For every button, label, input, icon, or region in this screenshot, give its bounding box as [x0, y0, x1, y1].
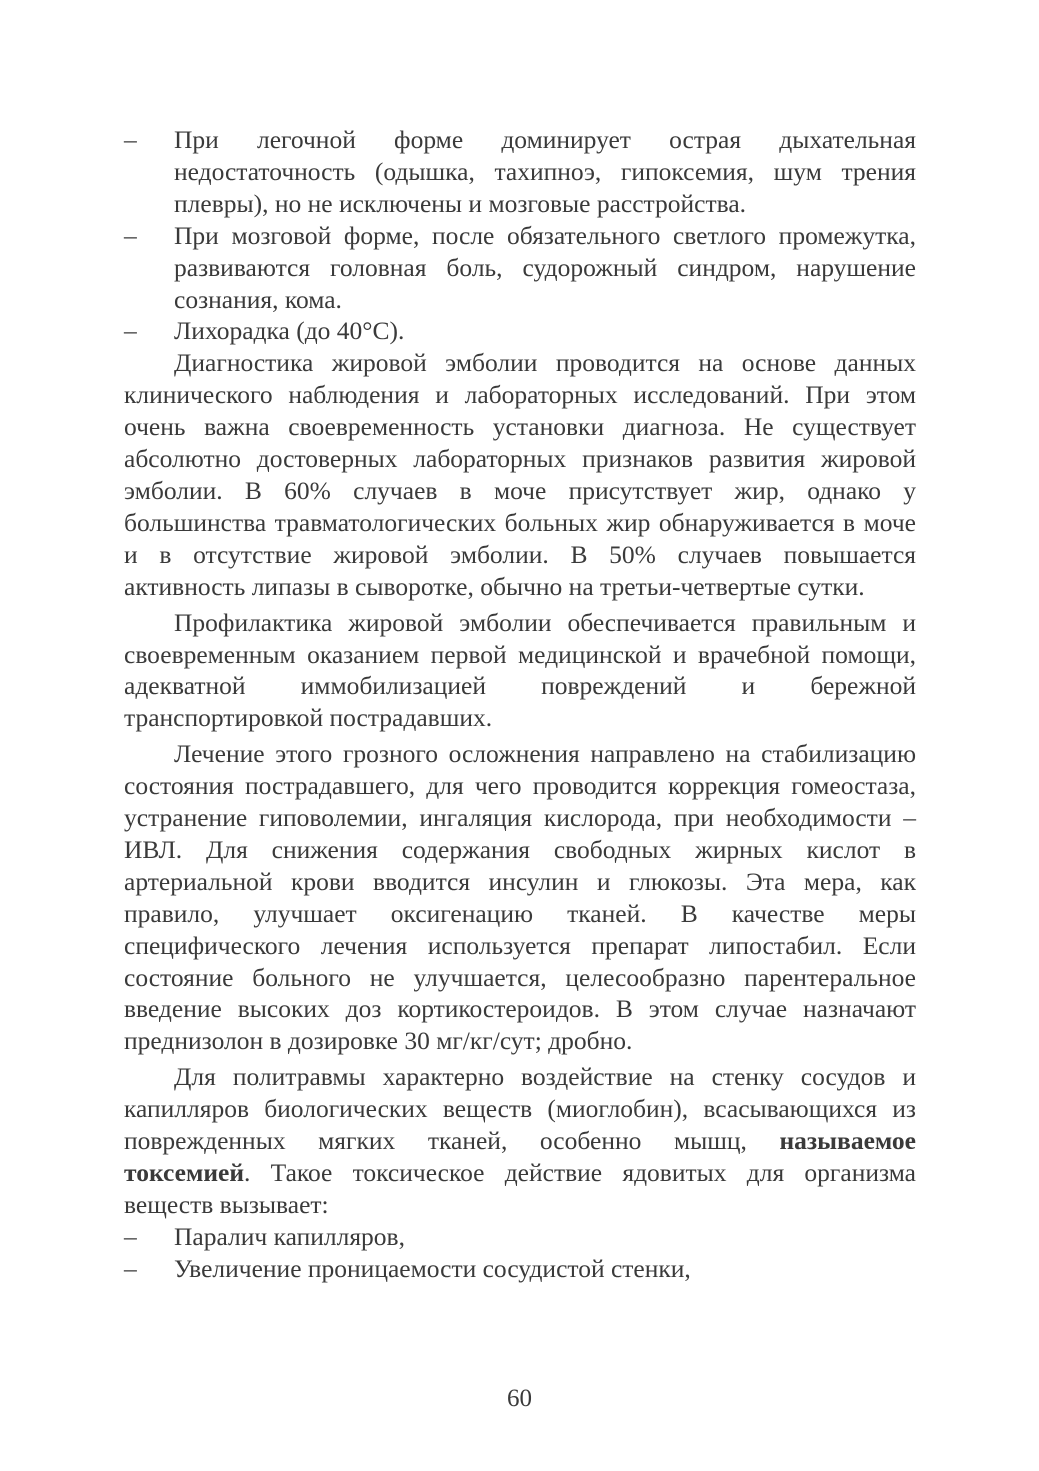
list-item	[124, 220, 916, 316]
list-item-text: Увеличение проницаемости сосудистой стенки,	[174, 1253, 691, 1283]
page-body	[124, 124, 916, 1285]
paragraph-toxemia	[124, 1061, 916, 1221]
list-item-text: Лихорадка (до 40°С).	[174, 316, 405, 346]
paragraph-treatment: Лечение этого грозного осложнения направлено на стабилизацию состояния пострадавшего, для чего проводится коррекция гомеостаза, устранение гиповолемии, ингаляция кислорода, при необходимости – ИВЛ. Для снижения содержания свободных жирных кислот в артериальной крови вводится инсулин и глюкозы. Эта мера, как правило, улучшает оксигенацию тканей. В качестве меры специфического лечения используется препарат липостабил. Если состояние больного не улучшается, целесообразно парентеральное введение высоких доз кортикостероидов. В этом случае назначают преднизолон в дозировке 30 мг/кг/сут; дробно.	[124, 739, 916, 1056]
list-item	[124, 124, 916, 220]
toxemia-text-end: . Такое токсическое действие ядовитых для организма веществ вызывает:	[124, 1158, 916, 1219]
dash-marker: –	[124, 316, 137, 346]
list-item	[124, 315, 916, 347]
dash-marker: –	[124, 125, 137, 154]
dash-marker: –	[124, 1253, 137, 1283]
dash-marker: –	[124, 220, 137, 250]
list-item-text: Паралич капилляров,	[174, 1221, 405, 1251]
paragraph-prevention: Профилактика жировой эмболии обеспечивается правильным и своевременным оказанием первой медицинской и врачебной помощи, адекватной иммобилизацией повреждений и бережной транспортировкой пострадавших.	[124, 607, 916, 733]
dash-marker: –	[124, 1221, 137, 1251]
page-number: 60	[507, 1385, 532, 1412]
list-item	[124, 1253, 916, 1285]
paragraph-diagnostics: Диагностика жировой эмболии проводится на основе данных клинического наблюдения и лабораторных исследований. При этом очень важна своевременность установки диагноза. Не существует абсолютно достоверных лабораторных признаков развития жировой эмболии. В 60% случаев в моче присутствует жир, однако у большинства травматологических больных жир обнаруживается в моче и в отсутствие жировой эмболии. В 50% случаев повышается активность липазы в сыворотке, обычно на третьи-четвертые сутки.	[124, 348, 916, 601]
list-item-text: При мозговой форме, после обязательного светлого промежутка, развиваются головная боль, судорожный синдром, нарушение сознания, кома.	[174, 220, 916, 314]
toxemia-text-start: Для политравмы характерно воздействие на стенку сосудов и капилляров биологических веществ (миоглобин), всасывающихся из поврежденных мягких тканей, особенно мышц,	[124, 1062, 916, 1156]
list-item-text: При легочной форме доминирует острая дыхательная недостаточность (одышка, тахипноэ, гипоксемия, шум трения плевры), но не исключены и мозговые расстройства.	[174, 125, 916, 218]
list-item	[124, 1221, 916, 1253]
toxemia-term: называемое токсемией	[124, 1126, 916, 1187]
